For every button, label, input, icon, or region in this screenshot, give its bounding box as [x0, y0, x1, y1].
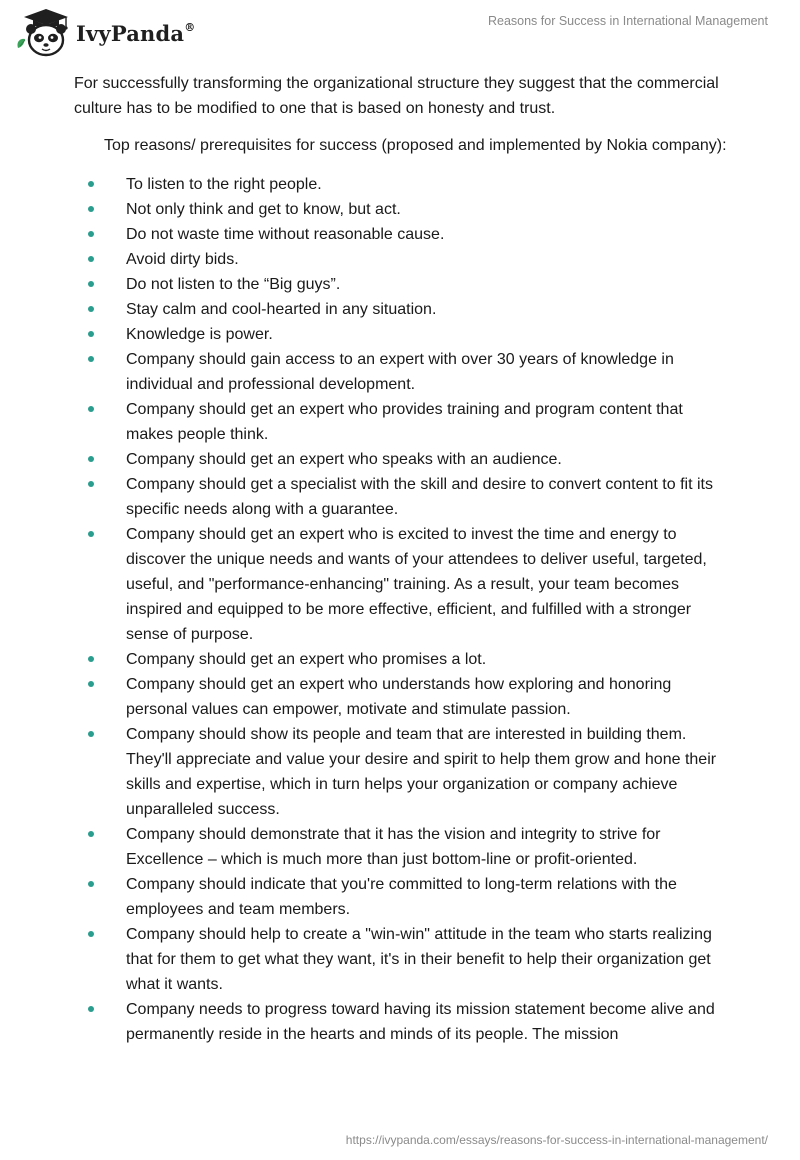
- list-item-text: Company should demonstrate that it has the vision and integrity to strive for Excellence – which is much more than just bottom-line or profit-oriented.: [126, 826, 661, 868]
- list-item: [74, 322, 734, 347]
- list-item-text: To listen to the right people.: [126, 176, 322, 193]
- list-item-text: Company should get an expert who speaks with an audience.: [126, 451, 562, 468]
- list-item-text: Not only think and get to know, but act.: [126, 201, 401, 218]
- bullet-icon: [88, 681, 94, 687]
- list-item-text: Company should get an expert who is excited to invest the time and energy to discover the unique needs and wants of your attendees to deliver useful, targeted, useful, and "performance-enhancing" training. As a result, your team becomes inspired and equipped to be more effective, efficient, and fulfilled with a stronger sense of purpose.: [126, 526, 707, 643]
- list-item: [74, 672, 734, 722]
- list-item: [74, 922, 734, 997]
- list-item: [74, 272, 734, 297]
- bullet-icon: [88, 831, 94, 837]
- list-item: [74, 997, 734, 1047]
- list-item: [74, 722, 734, 822]
- bullet-icon: [88, 481, 94, 487]
- bullet-icon: [88, 281, 94, 287]
- bullet-icon: [88, 656, 94, 662]
- list-item-text: Stay calm and cool-hearted in any situation.: [126, 301, 437, 318]
- source-url[interactable]: https://ivypanda.com/essays/reasons-for-success-in-international-management/: [345, 1133, 768, 1147]
- page-header: [0, 0, 800, 70]
- list-item: [74, 197, 734, 222]
- list-item-text: Company should get an expert who understands how exploring and honoring personal values can empower, motivate and stimulate passion.: [126, 676, 672, 718]
- bullet-icon: [88, 356, 94, 362]
- list-item: [74, 347, 734, 397]
- list-item: [74, 397, 734, 447]
- list-item: [74, 222, 734, 247]
- list-item-text: Company should get a specialist with the skill and desire to convert content to fit its specific needs along with a guarantee.: [126, 476, 713, 518]
- list-item: [74, 872, 734, 922]
- essay-content: [74, 71, 734, 1047]
- list-item: [74, 522, 734, 647]
- bullet-icon: [88, 181, 94, 187]
- bullet-icon: [88, 331, 94, 337]
- bullet-icon: [88, 406, 94, 412]
- bullet-icon: [88, 531, 94, 537]
- bullet-icon: [88, 731, 94, 737]
- bullet-icon: [88, 456, 94, 462]
- list-item-text: Company should help to create a "win-win" attitude in the team who starts realizing that for them to get what they want, it's in their benefit to help their organization get what it wants.: [126, 926, 712, 993]
- success-reasons-list: [74, 172, 734, 1047]
- list-item: [74, 297, 734, 322]
- lead-paragraph: Top reasons/ prerequisites for success (proposed and implemented by Nokia company):: [104, 137, 727, 154]
- bullet-icon: [88, 256, 94, 262]
- list-item-text: Company should show its people and team that are interested in building them. They'll appreciate and value your desire and spirit to help them grow and hone their skills and expertise, which in turn helps your organization or company achieve unparalleled success.: [126, 726, 717, 818]
- list-item: [74, 172, 734, 197]
- bullet-icon: [88, 231, 94, 237]
- bullet-icon: [88, 881, 94, 887]
- document-title: Reasons for Success in International Management: [487, 14, 768, 28]
- list-item-text: Knowledge is power.: [126, 326, 273, 343]
- intro-paragraph: For successfully transforming the organizational structure they suggest that the commercial culture has to be modified to one that is based on honesty and trust.: [74, 75, 719, 117]
- list-item: [74, 647, 734, 672]
- list-item: [74, 247, 734, 272]
- list-item: [74, 822, 734, 872]
- bullet-icon: [88, 306, 94, 312]
- list-item: [74, 472, 734, 522]
- list-item-text: Company should indicate that you're committed to long-term relations with the employees and team members.: [126, 876, 677, 918]
- bullet-icon: [88, 206, 94, 212]
- list-item-text: Do not waste time without reasonable cause.: [126, 226, 445, 243]
- list-item-text: Company needs to progress toward having its mission statement become alive and permanently reside in the hearts and minds of its people. The mission: [126, 1001, 715, 1043]
- logo-wordmark: IvyPanda®: [76, 20, 196, 46]
- list-item-text: Company should get an expert who provides training and program content that makes people think.: [126, 401, 683, 443]
- list-item-text: Avoid dirty bids.: [126, 251, 239, 268]
- panda-logo-icon: [14, 8, 72, 58]
- list-item-text: Company should gain access to an expert with over 30 years of knowledge in individual and professional development.: [126, 351, 674, 393]
- ivypanda-logo[interactable]: [14, 8, 204, 58]
- list-item-text: Do not listen to the “Big guys”.: [126, 276, 341, 293]
- bullet-icon: [88, 931, 94, 937]
- list-item-text: Company should get an expert who promises a lot.: [126, 651, 487, 668]
- list-item: [74, 447, 734, 472]
- bullet-icon: [88, 1006, 94, 1012]
